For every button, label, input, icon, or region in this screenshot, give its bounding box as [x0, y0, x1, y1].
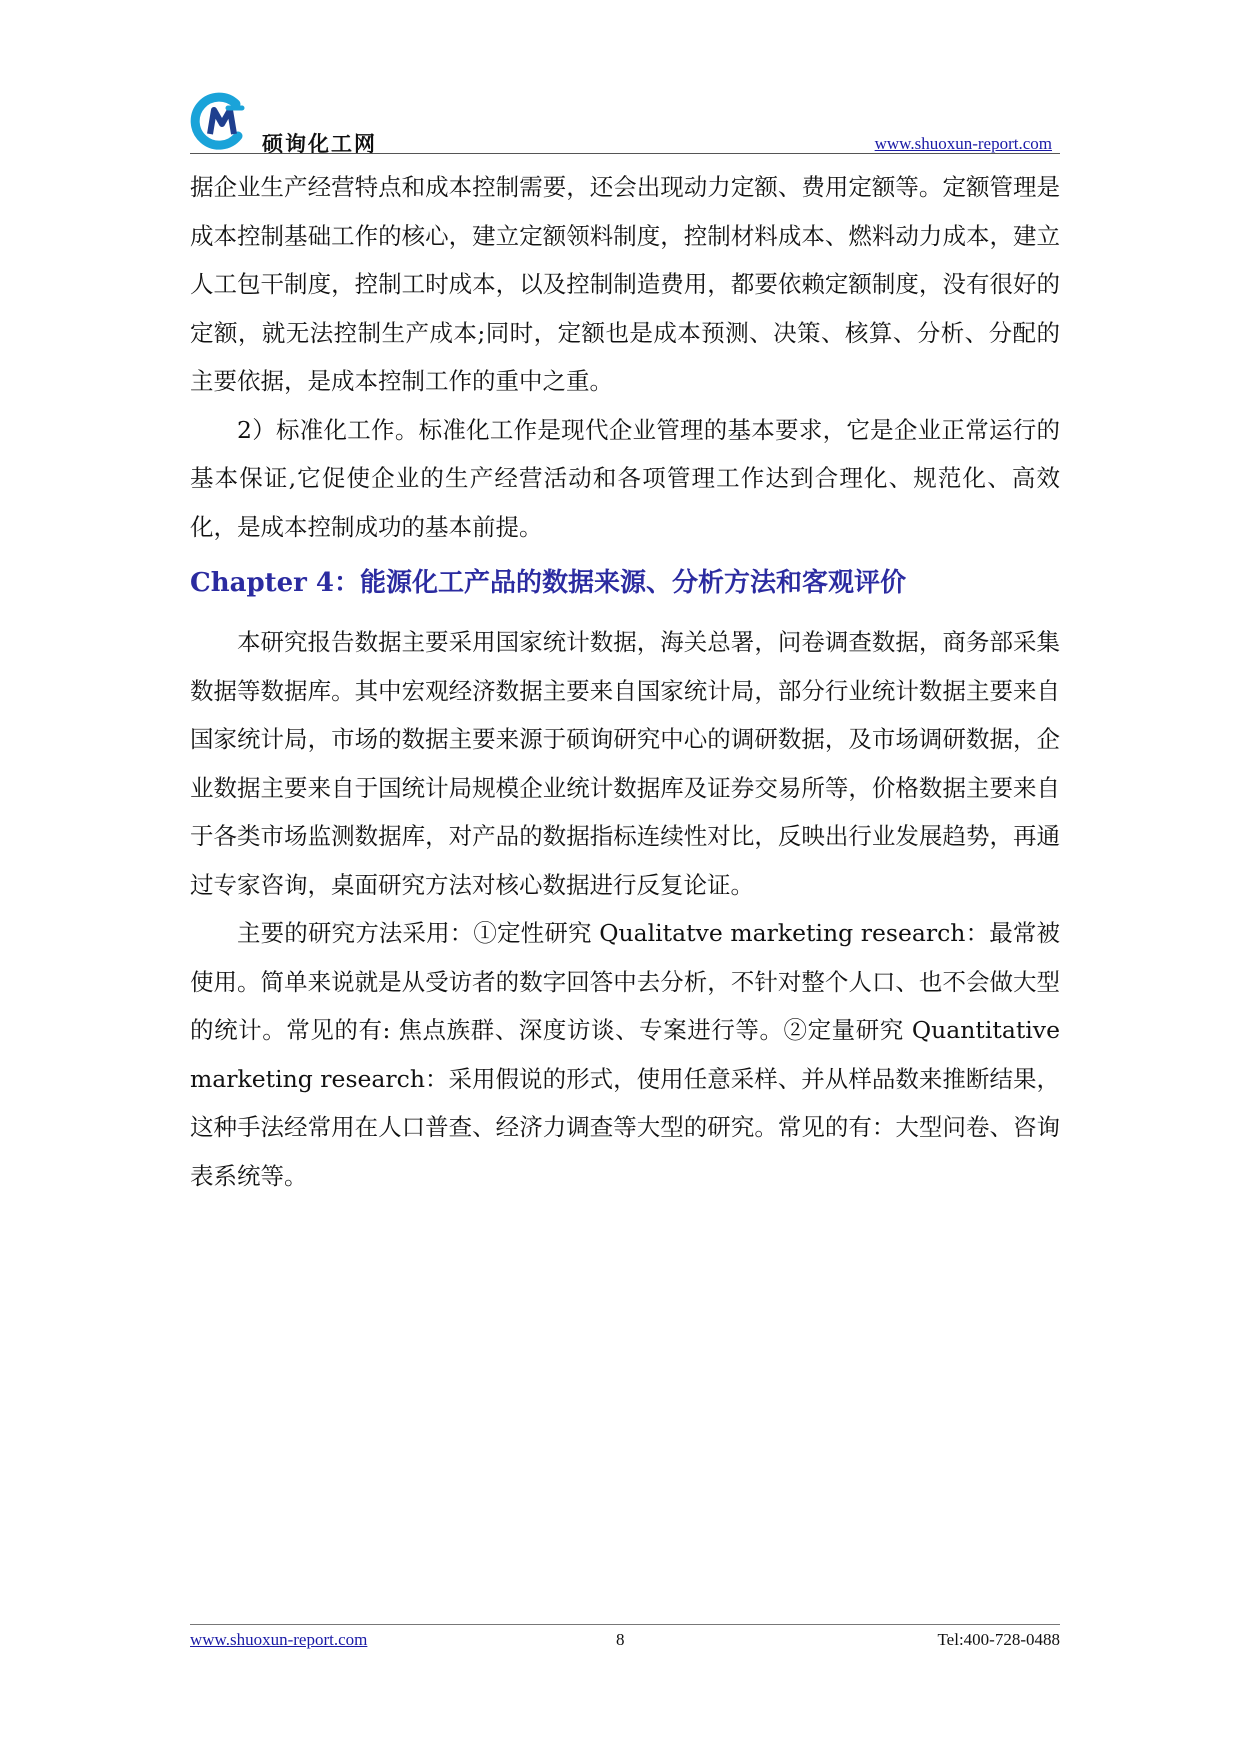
paragraph-research-methods: 主要的研究方法采用：①定性研究 Qualitatve marketing research：最常被使用。简单来说就是从受访者的数字回答中去分析，不针对整个人口、也不会做大型的统计。常见的有: 焦点族群、深度访谈、专案进行等。②定量研究 Quantitative marketing research：采用假说的形式，使用任意采样、并从样品数来推断结果，这种手法经常用在人口普查、经济力调查等大型的研究。常见的有：大型问卷、咨询表系统等。 [190, 919, 1060, 1190]
footer-telephone: Tel:400-728-0488 [937, 1630, 1060, 1649]
section-body-chapter4 [190, 618, 1060, 1200]
paragraph-standardization: 2）标准化工作。标准化工作是现代企业管理的基本要求，它是企业正常运行的基本保证,它促使企业的生产经营活动和各项管理工作达到合理化、规范化、高效化，是成本控制成功的基本前提。 [190, 415, 1060, 541]
footer-website-link[interactable]: www.shuoxun-report.com [190, 1630, 368, 1649]
paragraph-data-sources: 本研究报告数据主要采用国家统计数据，海关总署，问卷调查数据，商务部采集数据等数据库。其中宏观经济数据主要来自国家统计局，部分行业统计数据主要来自国家统计局，市场的数据主要来源于硕询研究中心的调研数据，及市场调研数据，企业数据主要来自于国统计局规模企业统计数据库及证券交易所等，价格数据主要来自于各类市场监测数据库，对产品的数据指标连续性对比，反映出行业发展趋势，再通过专家咨询，桌面研究方法对核心数据进行反复论证。 [190, 628, 1060, 899]
footer-divider [190, 1624, 1060, 1625]
header-divider [190, 153, 1060, 154]
logo-text: 硕询化工网 [262, 132, 377, 156]
header-website-link[interactable]: www.shuoxun-report.com [874, 134, 1052, 153]
paragraph-quota-management: 据企业生产经营特点和成本控制需要，还会出现动力定额、费用定额等。定额管理是成本控制基础工作的核心，建立定额领料制度，控制材料成本、燃料动力成本，建立人工包干制度，控制工时成本，以及控制制造费用，都要依赖定额制度，没有很好的定额，就无法控制生产成本;同时，定额也是成本预测、决策、核算、分析、分配的主要依据，是成本控制工作的重中之重。 [190, 173, 1060, 395]
shuoxun-logo-icon [190, 92, 254, 150]
section-body-top [190, 163, 1060, 551]
page-number: 8 [616, 1630, 625, 1649]
page-footer [190, 1630, 1060, 1656]
chapter-heading: Chapter 4：能源化工产品的数据来源、分析方法和客观评价 [190, 568, 907, 598]
page-header [190, 90, 1060, 154]
